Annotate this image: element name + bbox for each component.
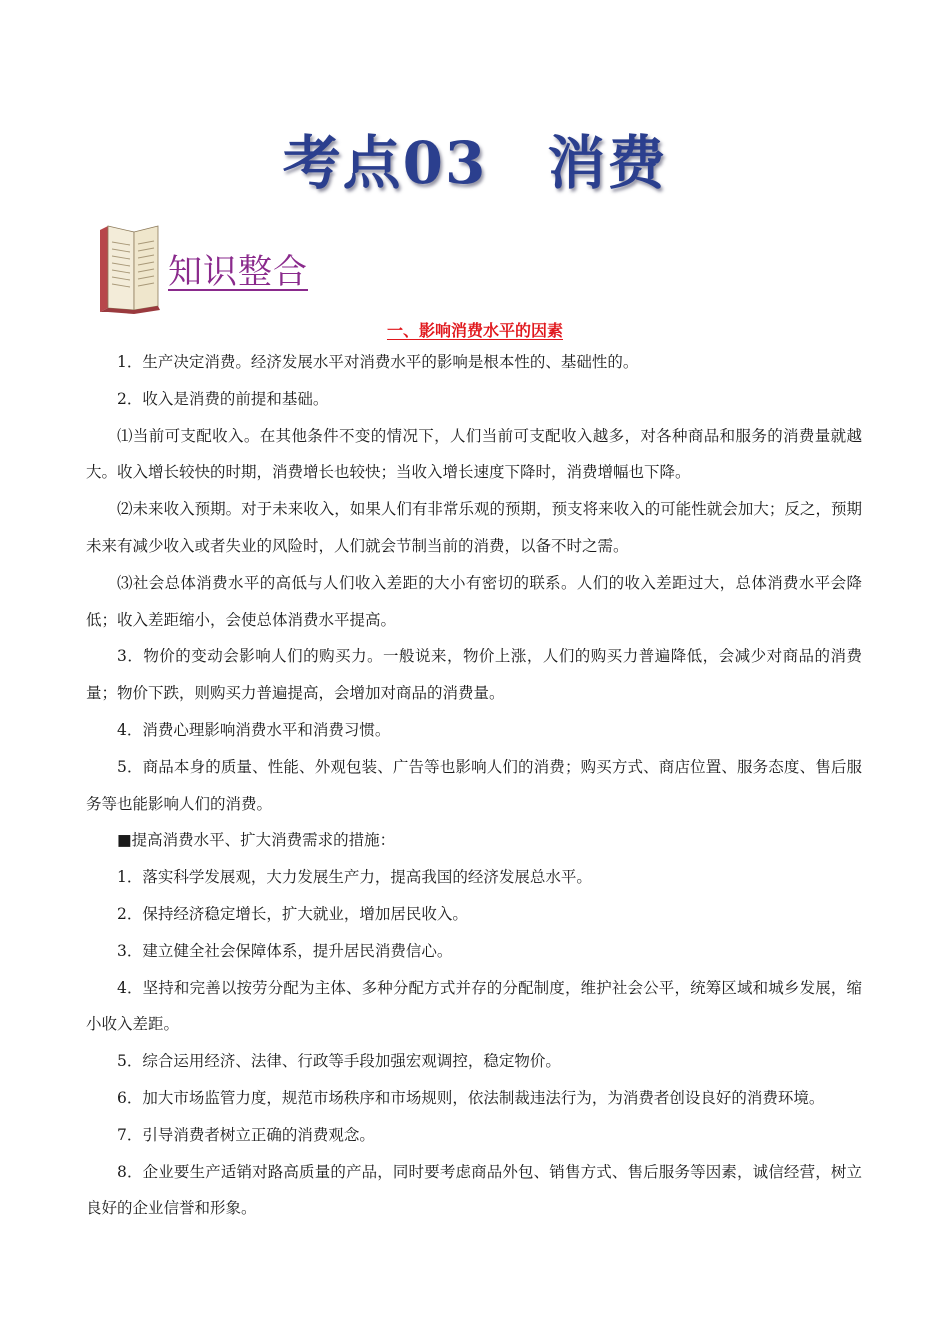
paragraph: 3．物价的变动会影响人们的购买力。一般说来，物价上涨，人们的购买力普遍降低，会减少对商品的消费量；物价下跌，则购买力普遍提高，会增加对商品的消费量。	[86, 647, 862, 703]
paragraph: 5．商品本身的质量、性能、外观包装、广告等也影响人们的消费；购买方式、商店位置、服务态度、售后服务等也能影响人们的消费。	[86, 757, 862, 813]
paragraph: ⑴当前可支配收入。在其他条件不变的情况下，人们当前可支配收入越多，对各种商品和服务的消费量就越大。收入增长较快的时期，消费增长也较快；当收入增长速度下降时，消费增幅也下降。	[86, 426, 862, 482]
section-heading: 一、影响消费水平的因素	[386, 321, 563, 340]
paragraph: 2．收入是消费的前提和基础。	[117, 389, 329, 408]
paragraph: ■提高消费水平、扩大消费需求的措施：	[117, 831, 396, 850]
section-badge: 知识整合	[168, 252, 308, 292]
paragraph: 1．生产决定消费。经济发展水平对消费水平的影响是根本性的、基础性的。	[117, 353, 639, 371]
paragraph: 5．综合运用经济、法律、行政等手段加强宏观调控，稳定物价。	[117, 1052, 561, 1071]
paragraph: 1．落实科学发展观，大力发展生产力，提高我国的经济发展总水平。	[117, 868, 592, 887]
book-icon	[94, 222, 164, 314]
page-title: 考点03 消费	[282, 129, 668, 197]
paragraph: ⑶社会总体消费水平的高低与人们收入差距的大小有密切的联系。人们的收入差距过大，总体消费水平会降低；收入差距缩小，会使总体消费水平提高。	[86, 573, 862, 629]
paragraph: 2．保持经济稳定增长，扩大就业，增加居民收入。	[117, 904, 468, 923]
paragraph: 3．建立健全社会保障体系，提升居民消费信心。	[117, 941, 453, 960]
paragraph: 8．企业要生产适销对路高质量的产品，同时要考虑商品外包、销售方式、售后服务等因素，诚信经营，树立良好的企业信誉和形象。	[86, 1162, 862, 1218]
paragraph: 7．引导消费者树立正确的消费观念。	[117, 1125, 375, 1144]
paragraph: 6．加大市场监管力度，规范市场秩序和市场规则，依法制裁违法行为，为消费者创设良好的消费环境。	[117, 1088, 825, 1107]
paragraph: 4．消费心理影响消费水平和消费习惯。	[117, 720, 391, 739]
paragraph: 4．坚持和完善以按劳分配为主体、多种分配方式并存的分配制度，维护社会公平，统筹区域和城乡发展，缩小收入差距。	[86, 978, 862, 1034]
paragraph: ⑵未来收入预期。对于未来收入，如果人们有非常乐观的预期，预支将来收入的可能性就会加大；反之，预期未来有减少收入或者失业的风险时，人们就会节制当前的消费，以备不时之需。	[86, 500, 862, 555]
body-text	[86, 344, 862, 1227]
